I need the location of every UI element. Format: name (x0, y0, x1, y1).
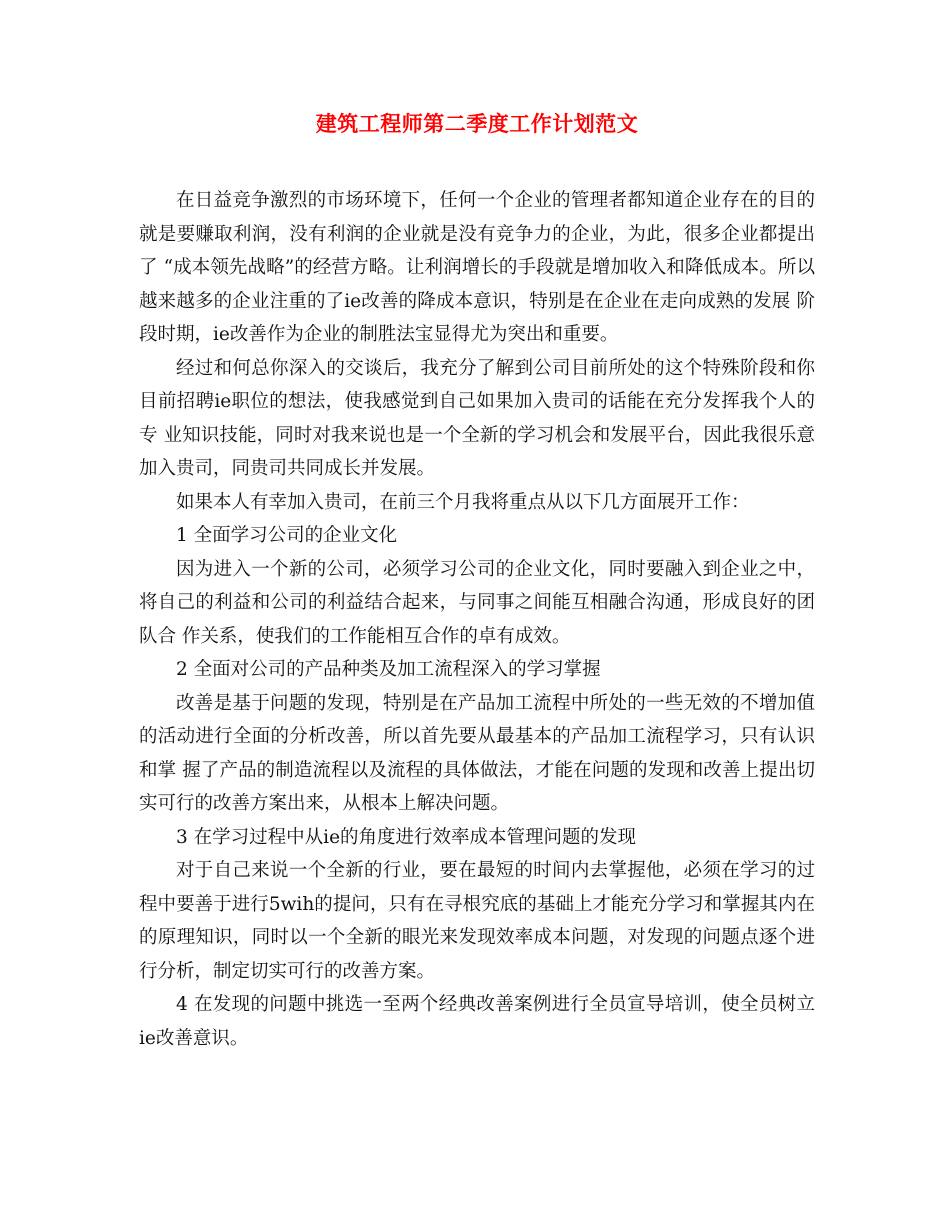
paragraph-background: 经过和何总你深入的交谈后，我充分了解到公司目前所处的这个特殊阶段和你目前招聘ie职位的想法，使我感觉到自己如果加入贵司的话能在充分发挥我个人的专 业知识技能，同时对我来说也是一个全新的学习机会和发展平台，因此我很乐意加入贵司，同贵司共同成长并发展。 (139, 357, 815, 479)
heading-item-1: 1 全面学习公司的企业文化 (176, 525, 398, 546)
paragraph-item-2: 改善是基于问题的发现，特别是在产品加工流程中所处的一些无效的不增加值的活动进行全面的分析改善，所以首先要从最基本的产品加工流程学习，只有认识和掌 握了产品的制造流程以及流程的具体做法，才能在问题的发现和改善上提出切实可行的改善方案出来，从根本上解决问题。 (139, 692, 815, 814)
document-body (139, 184, 821, 1055)
paragraph-item-3: 对于自己来说一个全新的行业，要在最短的时间内去掌握他，必须在学习的过程中要善于进行5wih的提问，只有在寻根究底的基础上才能充分学习和掌握其内在 的原理知识，同时以一个全新的眼光来发现效率成本问题，对发现的问题点逐个进行分析，制定切实可行的改善方案。 (139, 860, 821, 982)
paragraph-plan-lead: 如果本人有幸加入贵司，在前三个月我将重点从以下几方面展开工作： (176, 491, 750, 513)
document-page (139, 110, 821, 1055)
heading-item-3: 3 在学习过程中从ie的角度进行效率成本管理问题的发现 (176, 826, 637, 848)
heading-item-2: 2 全面对公司的产品种类及加工流程深入的学习掌握 (176, 659, 601, 680)
paragraph-intro: 在日益竞争激烈的市场环境下，任何一个企业的管理者都知道企业存在的目的就是要赚取利润，没有利润的企业就是没有竞争力的企业，为此，很多企业都提出了 “成本领先战略”的经营方略。让利润增长的手段就是增加收入和降低成本。所以越来越多的企业注重的了ie改善的降成本意识，特别是在企业在走向成熟的发展 阶段时期，ie改善作为企业的制胜法宝显得尤为突出和重要。 (139, 190, 815, 345)
heading-item-4: 4 在发现的问题中挑选一至两个经典改善案例进行全员宣导培训，使全员树立ie改善意识。 (139, 994, 815, 1049)
document-title: 建筑工程师第二季度工作计划范文 (315, 111, 639, 136)
paragraph-item-1: 因为进入一个新的公司，必须学习公司的企业文化，同时要融入到企业之中，将自己的利益和公司的利益结合起来，与同事之间能互相融合沟通，形成良好的团队合 作关系，使我们的工作能相互合作的卓有成效。 (139, 558, 815, 647)
